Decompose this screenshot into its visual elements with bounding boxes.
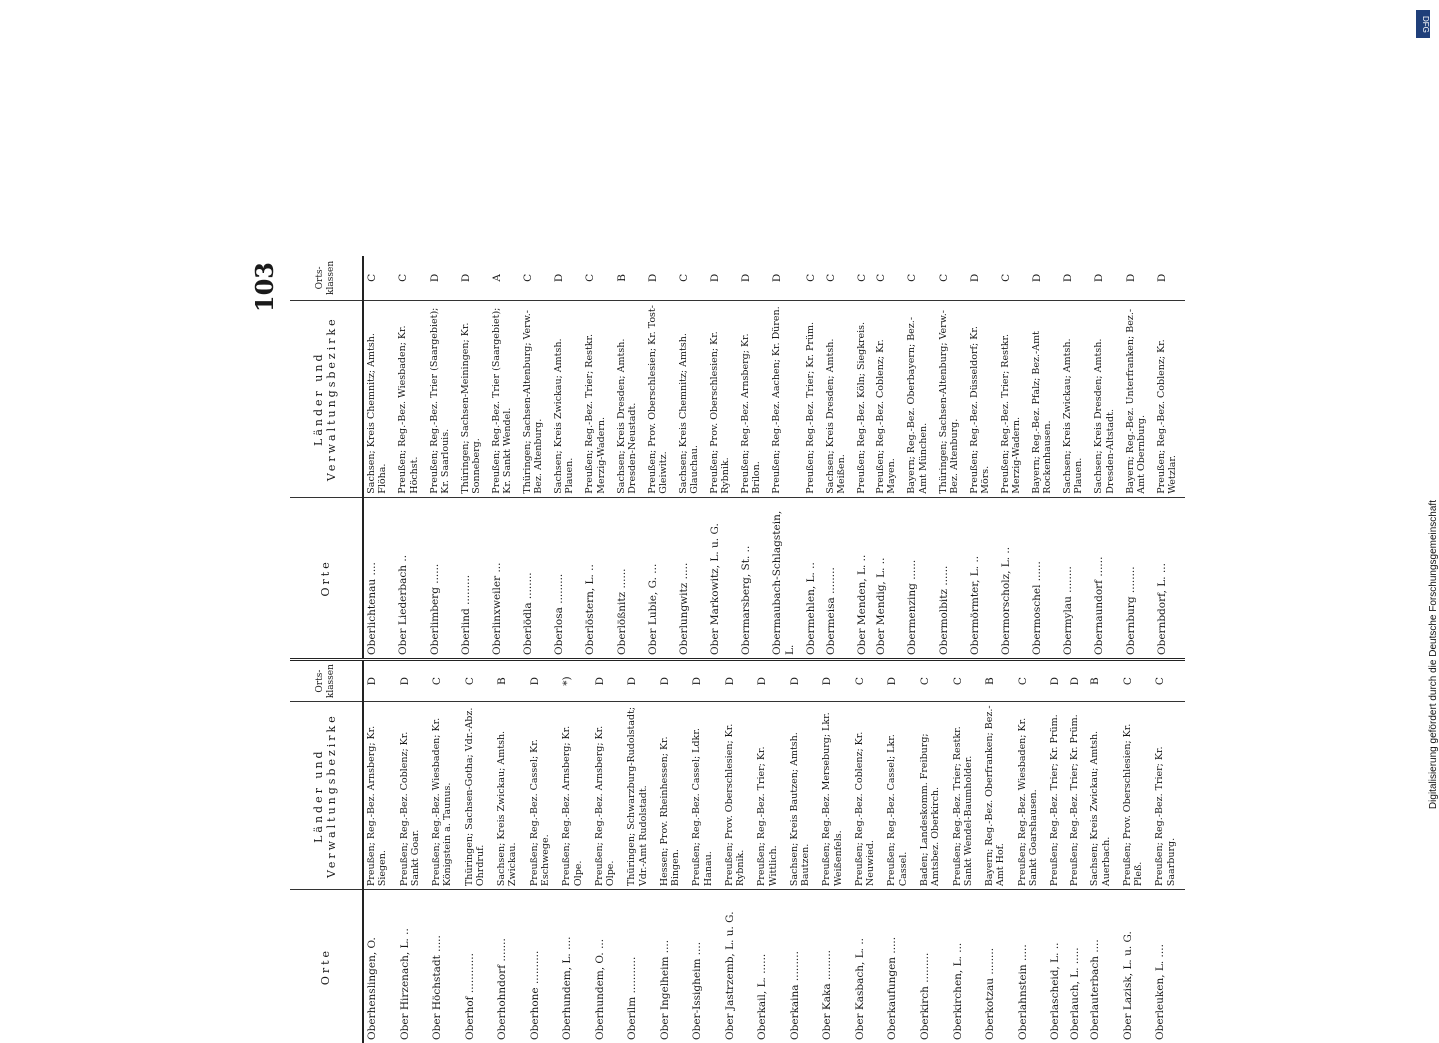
place-cell: Oberlichtenau .... <box>363 497 395 658</box>
district-cell: Preußen; Reg.-Bez. Cassel; Kr. Eschwege. <box>527 702 560 890</box>
table-row <box>722 660 755 1043</box>
district-cell: Preußen; Reg.-Bez. Arnsberg; Kr. Siegen. <box>363 702 397 890</box>
table-row <box>904 256 935 658</box>
class-cell: B <box>1087 660 1120 702</box>
place-cell: Oberkaina ......... <box>787 890 820 1043</box>
district-cell: Sachsen; Kreis Bautzen; Amtsh. Bautzen. <box>787 702 820 890</box>
place-cell: Obermorscholz, L. .. <box>998 497 1029 658</box>
district-cell: Sachsen; Kreis Chemnitz; Amtsh. Glauchau. <box>676 300 707 497</box>
table-row <box>1067 660 1087 1043</box>
place-cell: Ober Hirzenach, L. .. <box>397 890 430 1043</box>
class-cell: D <box>458 256 489 300</box>
place-cell: Ober Lubie, G. ... <box>645 497 676 658</box>
place-cell: Oberkirch ......... <box>917 890 950 1043</box>
class-cell: C <box>936 256 967 300</box>
place-cell: Oberhenslingen, O. <box>363 890 397 1043</box>
place-cell: Ober Lazisk, L. u. G. <box>1120 890 1153 1043</box>
district-cell: Preußen; Reg.-Bez. Trier (Saargebiet); Kr. Saarlouis. <box>427 300 458 497</box>
table-row <box>551 256 582 658</box>
place-cell: Oberhohndorf ....... <box>494 890 527 1043</box>
district-cell: Thüringen; Sachsen-Altenburg; Verw.-Bez. Altenburg. <box>936 300 967 497</box>
district-cell: Preußen; Reg.-Bez. Trier; Kr. Saarburg. <box>1152 702 1185 890</box>
class-cell: C <box>873 256 904 300</box>
table-row <box>462 660 495 1043</box>
class-cell: D <box>645 256 676 300</box>
district-cell: Preußen; Reg.-Bez. Merseburg; Lkr. Weißenfels. <box>819 702 852 890</box>
class-cell: C <box>462 660 495 702</box>
class-cell: C <box>950 660 983 702</box>
table-row <box>1015 660 1048 1043</box>
place-cell: Ober Mendig, L. .. <box>873 497 904 658</box>
class-cell: A <box>489 256 520 300</box>
place-cell: Obermörmter, L. .. <box>967 497 998 658</box>
class-cell: D <box>689 660 722 702</box>
left-table <box>290 658 1185 1043</box>
place-cell: Obermolbitz ...... <box>936 497 967 658</box>
class-cell: D <box>363 660 397 702</box>
class-cell: D <box>624 660 657 702</box>
class-cell: D <box>1047 660 1067 702</box>
place-cell: Obermoschel ...... <box>1029 497 1060 658</box>
district-cell: Preußen; Reg.-Bez. Coblenz; Kr. Sankt Goar. <box>397 702 430 890</box>
district-cell: Sachsen; Kreis Dresden; Amtsh. Dresden-Neustadt. <box>614 300 645 497</box>
place-cell: Oberhof ............ <box>462 890 495 1043</box>
district-cell: Preußen; Reg.-Bez. Arnsberg; Kr. Olpe. <box>592 702 625 890</box>
class-cell: D <box>707 256 738 300</box>
place-cell: Oberlascheid, L. .. <box>1047 890 1067 1043</box>
table-row <box>707 256 738 658</box>
place-cell: Ober Kaka ......... <box>819 890 852 1043</box>
district-cell: Preußen; Reg.-Bez. Wiesbaden; Kr. Königstein a. Taunus. <box>429 702 462 890</box>
district-cell: Preußen; Reg.-Bez. Coblenz; Kr. Mayen. <box>873 300 904 497</box>
place-cell: Oberlinxweiler ... <box>489 497 520 658</box>
table-row <box>873 256 904 658</box>
district-cell: Preußen; Reg.-Bez. Wiesbaden; Kr. Höchst. <box>395 300 426 497</box>
place-cell: Ober Jastrzemb, L. u. G. <box>722 890 755 1043</box>
district-cell: Sachsen; Kreis Zwickau; Amtsh. Zwickau. <box>494 702 527 890</box>
dfg-logo: DFG <box>1416 10 1430 38</box>
place-cell: Oberleuken, L. .... <box>1152 890 1185 1043</box>
table-row <box>998 256 1029 658</box>
class-cell: D <box>967 256 998 300</box>
place-cell: Ober Ingelheim .... <box>657 890 690 1043</box>
table-row <box>1060 256 1091 658</box>
class-cell: D <box>397 660 430 702</box>
district-cell: Preußen; Reg.-Bez. Coblenz; Kr. Neuwied. <box>852 702 885 890</box>
place-cell: Obernburg ........ <box>1123 497 1154 658</box>
class-cell: B <box>614 256 645 300</box>
table-row <box>854 256 873 658</box>
class-cell: C <box>803 256 822 300</box>
table-row <box>676 256 707 658</box>
table-row <box>427 256 458 658</box>
place-cell: Oberhone .......... <box>527 890 560 1043</box>
table-row <box>645 256 676 658</box>
district-cell: Sachsen; Kreis Dresden; Amtsh. Meißen. <box>823 300 854 497</box>
table-row <box>1029 256 1060 658</box>
table-row <box>559 660 592 1043</box>
table-row <box>1123 256 1154 658</box>
class-cell: C <box>1015 660 1048 702</box>
district-cell: Preußen; Reg.-Bez. Trier; Restkr. Sankt Wendel-Baumholder. <box>950 702 983 890</box>
district-cell: Hessen; Prov. Rheinhessen; Kr. Bingen. <box>657 702 690 890</box>
district-cell: Preußen; Reg.-Bez. Arnsberg; Kr. Brilon. <box>738 300 769 497</box>
district-cell: Sachsen; Kreis Dresden; Amtsh. Dresden-Altstadt. <box>1091 300 1122 497</box>
class-cell: B <box>494 660 527 702</box>
table-row <box>1047 660 1067 1043</box>
class-cell: D <box>884 660 917 702</box>
place-cell: Ober-Issigheim .... <box>689 890 722 1043</box>
place-cell: Obermeisa ........ <box>823 497 854 658</box>
place-cell: Ober Liederbach .. <box>395 497 426 658</box>
place-cell: Obermylau ........ <box>1060 497 1091 658</box>
place-cell: Obermaubach-Schlagstein, L. <box>769 497 803 658</box>
district-cell: Preußen; Reg.-Bez. Wiesbaden; Kr. Sankt Goarshausen. <box>1015 702 1048 890</box>
class-cell: C <box>582 256 613 300</box>
header-place: Orte <box>290 890 363 1043</box>
district-cell: Sachsen; Kreis Chemnitz; Amtsh. Flöha. <box>363 300 395 497</box>
class-cell: D <box>1067 660 1087 702</box>
district-cell: Preußen; Reg.-Bez. Cassel; Lkr. Cassel. <box>884 702 917 890</box>
table-row <box>917 660 950 1043</box>
class-cell: D <box>657 660 690 702</box>
tables-container <box>290 256 1185 1043</box>
class-cell: D <box>1091 256 1122 300</box>
place-cell: Ober Menden, L. .. <box>854 497 873 658</box>
district-cell: Thüringen; Schwarzburg-Rudolstadt; Vdr.-Amt Rudolstadt. <box>624 702 657 890</box>
place-cell: Oberhundem, L. .... <box>559 890 592 1043</box>
place-cell: Oberlahnstein ..... <box>1015 890 1048 1043</box>
table-row <box>363 660 397 1043</box>
page-number: 103 <box>250 262 279 312</box>
place-cell: Oberkaufungen ..... <box>884 890 917 1043</box>
class-cell: D <box>551 256 582 300</box>
district-cell: Preußen; Reg.-Bez. Düsseldorf; Kr. Mörs. <box>967 300 998 497</box>
place-cell: Oberilm ........... <box>624 890 657 1043</box>
district-cell: Preußen; Reg.-Bez. Coblenz; Kr. Wetzlar. <box>1154 300 1185 497</box>
place-cell: Oberhundem, O. ... <box>592 890 625 1043</box>
district-cell: Sachsen; Kreis Zwickau; Amtsh. Auerbach. <box>1087 702 1120 890</box>
place-cell: Oberlöstern, L. .. <box>582 497 613 658</box>
class-cell: C <box>520 256 551 300</box>
table-row <box>397 660 430 1043</box>
table-row <box>592 660 625 1043</box>
class-cell: C <box>676 256 707 300</box>
table-row <box>1120 660 1153 1043</box>
district-cell: Thüringen; Sachsen-Gotha; Vdr.-Abz. Ohrdruf. <box>462 702 495 890</box>
header-district: Länder und Verwaltungsbezirke <box>290 300 363 497</box>
table-row <box>582 256 613 658</box>
class-cell: C <box>917 660 950 702</box>
table-row <box>1154 256 1185 658</box>
table-row <box>967 256 998 658</box>
table-row <box>657 660 690 1043</box>
class-cell: B <box>982 660 1015 702</box>
place-cell: Oberlauch, L. ..... <box>1067 890 1087 1043</box>
place-cell: Oberkirchen, L. ... <box>950 890 983 1043</box>
table-row <box>1087 660 1120 1043</box>
place-cell: Oberkotzau ........ <box>982 890 1015 1043</box>
table-row <box>769 256 803 658</box>
scanned-page <box>250 108 1185 895</box>
class-cell: D <box>1060 256 1091 300</box>
district-cell: Bayern; Reg.-Bez. Oberfranken; Bez.-Amt Hof. <box>982 702 1015 890</box>
class-cell: D <box>754 660 787 702</box>
class-cell: C <box>854 256 873 300</box>
table-row <box>1091 256 1122 658</box>
class-cell: D <box>787 660 820 702</box>
table-row <box>520 256 551 658</box>
district-cell: Bayern; Reg.-Bez. Unterfranken; Bez.-Amt Obernburg. <box>1123 300 1154 497</box>
district-cell: Preußen; Reg.-Bez. Trier; Kr. Prüm. <box>803 300 822 497</box>
district-cell: Preußen; Reg.-Bez. Aachen; Kr. Düren. <box>769 300 803 497</box>
district-cell: Preußen; Reg.-Bez. Trier; Kr. Wittlich. <box>754 702 787 890</box>
digitization-note: Digitalisierung gefördert durch die Deutsche Forschungsgemeinschaft <box>1428 500 1439 809</box>
table-row <box>950 660 983 1043</box>
place-cell: Oberlosa ......... <box>551 497 582 658</box>
place-cell: Oberlößnitz ...... <box>614 497 645 658</box>
district-cell: Bayern; Reg.-Bez. Pfalz; Bez.-Amt Rockenhausen. <box>1029 300 1060 497</box>
table-row <box>738 256 769 658</box>
table-row <box>754 660 787 1043</box>
table-row <box>614 256 645 658</box>
right-table <box>290 256 1185 658</box>
district-cell: Preußen; Reg.-Bez. Trier (Saargebiet); Kr. Sankt Wendel. <box>489 300 520 497</box>
table-row <box>936 256 967 658</box>
class-cell: D <box>427 256 458 300</box>
class-cell: D <box>819 660 852 702</box>
district-cell: Preußen; Reg.-Bez. Trier; Restkr. Merzig-Wadern. <box>582 300 613 497</box>
table-row <box>689 660 722 1043</box>
class-cell: C <box>429 660 462 702</box>
table-row <box>527 660 560 1043</box>
class-cell: C <box>852 660 885 702</box>
district-cell: Preußen; Prov. Oberschlesien; Kr. Rybnik. <box>722 702 755 890</box>
place-cell: Oberlimberg ...... <box>427 497 458 658</box>
class-cell: C <box>395 256 426 300</box>
table-row <box>363 256 395 658</box>
district-cell: Preußen; Prov. Oberschlesien; Kr. Rybnik. <box>707 300 738 497</box>
table-row <box>395 256 426 658</box>
table-row <box>884 660 917 1043</box>
class-cell: D <box>769 256 803 300</box>
place-cell: Obernaundorf ...... <box>1091 497 1122 658</box>
header-place: Orte <box>290 497 363 658</box>
class-cell: D <box>1154 256 1185 300</box>
table-row <box>429 660 462 1043</box>
class-cell: D <box>1029 256 1060 300</box>
rotated-content <box>250 256 1185 1043</box>
table-row <box>819 660 852 1043</box>
table-row <box>494 660 527 1043</box>
table-row <box>852 660 885 1043</box>
table-row <box>1152 660 1185 1043</box>
place-cell: Obermehlen, L. .. <box>803 497 822 658</box>
district-cell: Preußen; Reg.-Bez. Trier; Restkr. Merzig-Wadern. <box>998 300 1029 497</box>
header-class: Orts-klassen <box>290 660 363 702</box>
class-cell: C <box>823 256 854 300</box>
header-class: Orts-klassen <box>290 256 363 300</box>
class-cell: C <box>363 256 395 300</box>
place-cell: Obernbdorf, L. ... <box>1154 497 1185 658</box>
table-row <box>624 660 657 1043</box>
place-cell: Obermarsberg, St. .. <box>738 497 769 658</box>
district-cell: Preußen; Reg.-Bez. Cassel; Ldkr. Hanau. <box>689 702 722 890</box>
district-cell: Preußen; Prov. Oberschlesien; Kr. Tost-Gleiwitz. <box>645 300 676 497</box>
class-cell: D <box>1123 256 1154 300</box>
class-cell: C <box>1152 660 1185 702</box>
class-cell: C <box>904 256 935 300</box>
class-cell: D <box>722 660 755 702</box>
place-cell: Ober Kasbach, L. .. <box>852 890 885 1043</box>
class-cell: C <box>998 256 1029 300</box>
district-cell: Baden; Landeskomm. Freiburg; Amtsbez. Oberkirch. <box>917 702 950 890</box>
class-cell: D <box>592 660 625 702</box>
place-cell: Oberlind ......... <box>458 497 489 658</box>
place-cell: Oberkail, L. ...... <box>754 890 787 1043</box>
place-cell: Ober Höchstadt ..... <box>429 890 462 1043</box>
place-cell: Ober Markowitz, L. u. G. <box>707 497 738 658</box>
district-cell: Preußen; Reg.-Bez. Trier; Kr. Prüm. <box>1067 702 1087 890</box>
table-row <box>787 660 820 1043</box>
place-cell: Obermenzing ...... <box>904 497 935 658</box>
left-table-body <box>363 660 1185 1043</box>
district-cell: Bayern; Reg.-Bez. Oberbayern; Bez.-Amt München. <box>904 300 935 497</box>
place-cell: Oberlauterbach .... <box>1087 890 1120 1043</box>
class-cell: *) <box>559 660 592 702</box>
class-cell: C <box>1120 660 1153 702</box>
district-cell: Preußen; Reg.-Bez. Köln; Siegkreis. <box>854 300 873 497</box>
district-cell: Sachsen; Kreis Zwickau; Amtsh. Plauen. <box>1060 300 1091 497</box>
place-cell: Oberlungwitz ..... <box>676 497 707 658</box>
table-row <box>803 256 822 658</box>
district-cell: Preußen; Prov. Oberschlesien; Kr. Pleß. <box>1120 702 1153 890</box>
district-cell: Preußen; Reg.-Bez. Trier; Kr. Prüm. <box>1047 702 1067 890</box>
table-row <box>982 660 1015 1043</box>
right-table-body <box>363 256 1185 658</box>
table-row <box>823 256 854 658</box>
district-cell: Thüringen; Sachsen-Meiningen; Kr. Sonneberg. <box>458 300 489 497</box>
district-cell: Sachsen; Kreis Zwickau; Amtsh. Plauen. <box>551 300 582 497</box>
district-cell: Preußen; Reg.-Bez. Arnsberg; Kr. Olpe. <box>559 702 592 890</box>
table-row <box>489 256 520 658</box>
place-cell: Oberlödla ........ <box>520 497 551 658</box>
table-row <box>458 256 489 658</box>
district-cell: Thüringen; Sachsen-Altenburg; Verw.-Bez. Altenburg. <box>520 300 551 497</box>
header-district: Länder und Verwaltungsbezirke <box>290 702 363 890</box>
class-cell: D <box>738 256 769 300</box>
class-cell: D <box>527 660 560 702</box>
